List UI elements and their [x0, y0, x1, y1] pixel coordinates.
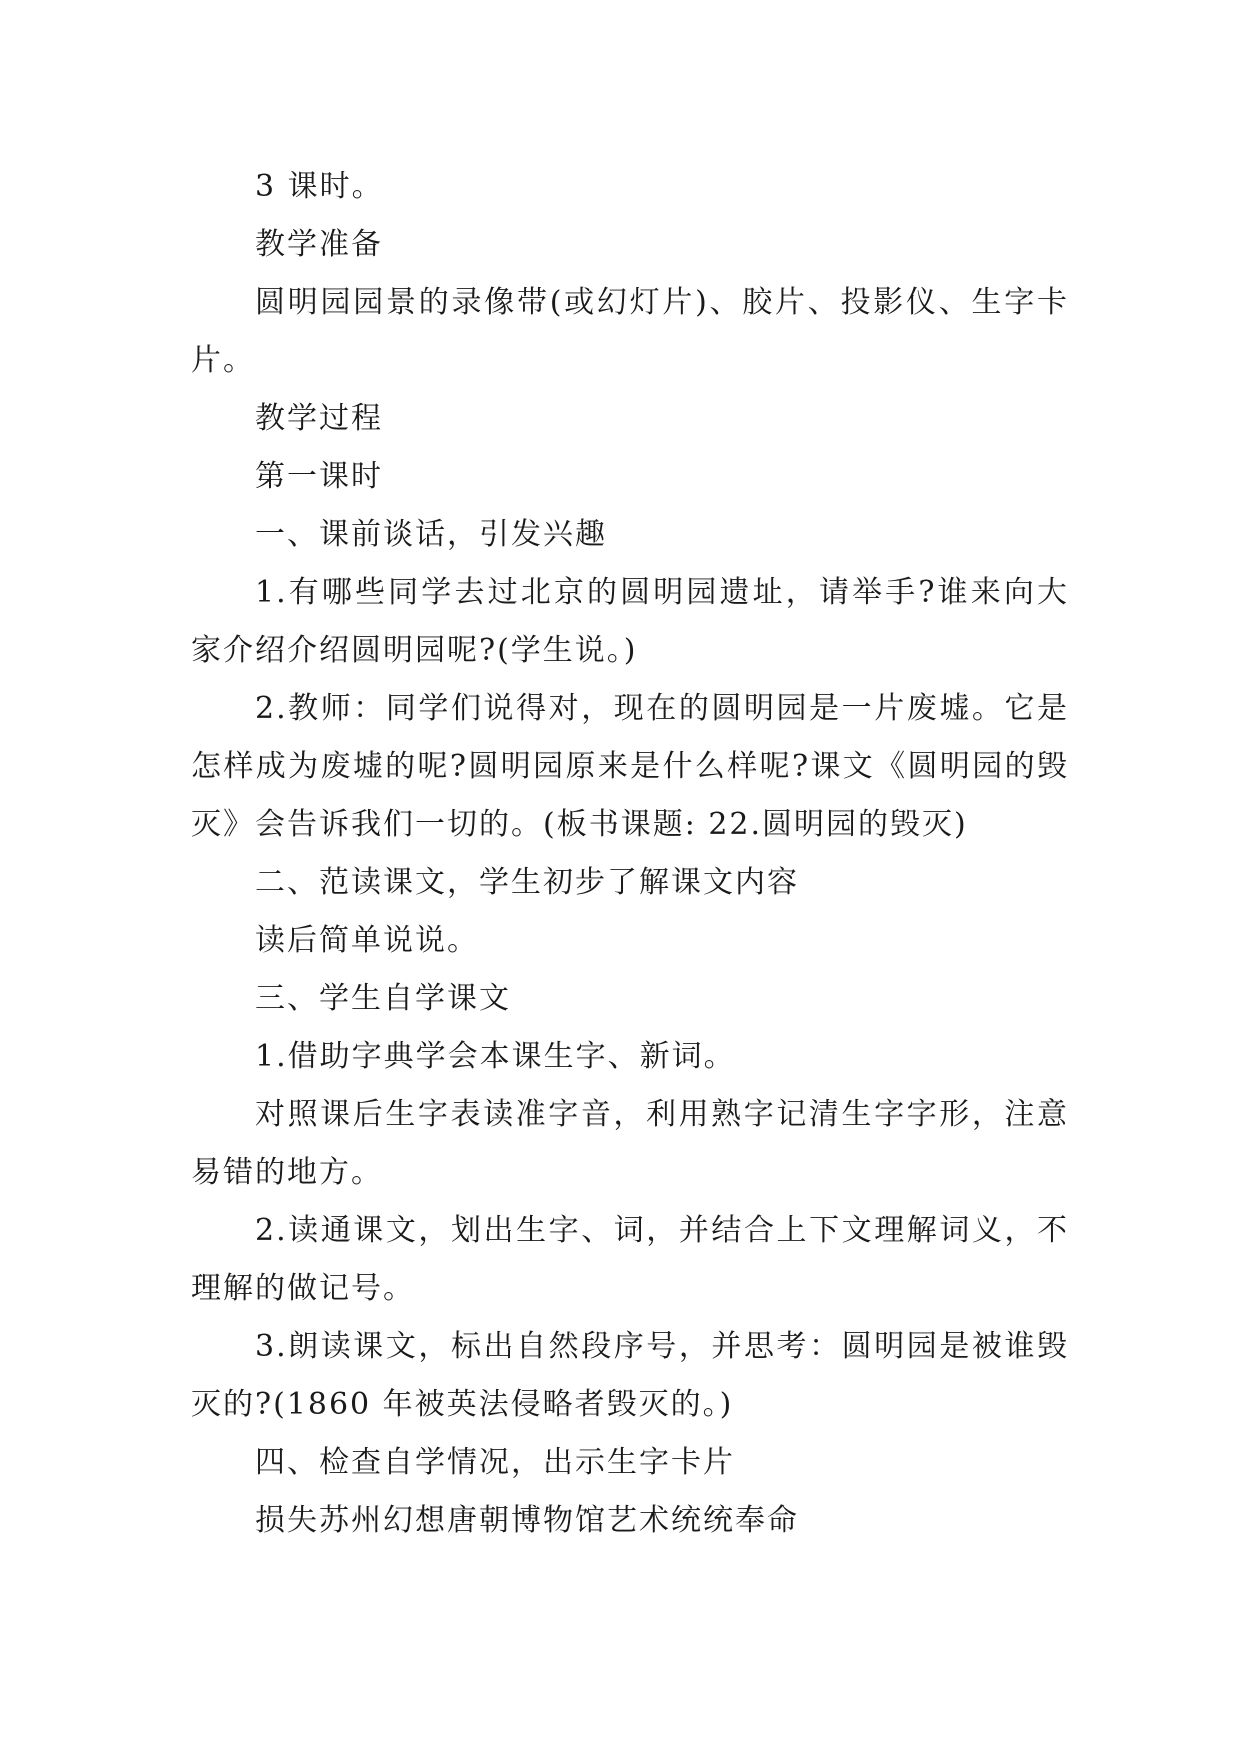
heading-first-lesson: 第一课时 — [255, 459, 383, 494]
section-heading-1: 一、课前谈话，引发兴趣 — [255, 517, 607, 552]
section-heading-3: 三、学生自学课文 — [255, 981, 511, 1016]
paragraph-after-reading: 读后简单说说。 — [255, 923, 479, 958]
paragraph-vocabulary-cards: 损失苏州幻想唐朝博物馆艺术统统奉命 — [255, 1503, 799, 1538]
section-heading-4: 四、检查自学情况，出示生字卡片 — [255, 1445, 735, 1480]
document-body — [191, 158, 1069, 1550]
paragraph-lesson-hours: 3 课时。 — [255, 169, 384, 204]
paragraph-self-study-3: 3.朗读课文，标出自然段序号，并思考：圆明园是被谁毁灭的?(1860 年被英法侵略者毁灭的。) — [191, 1329, 1069, 1422]
paragraph-self-study-detail: 对照课后生字表读准字音，利用熟字记清生字字形，注意易错的地方。 — [191, 1097, 1069, 1190]
heading-teaching-process: 教学过程 — [255, 401, 383, 436]
paragraph-item-2: 2.教师：同学们说得对，现在的圆明园是一片废墟。它是怎样成为废墟的呢?圆明园原来是什么样呢?课文《圆明园的毁灭》会告诉我们一切的。(板书课题: 22.圆明园的毁灭) — [191, 691, 1069, 842]
paragraph-self-study-2: 2.读通课文，划出生字、词，并结合上下文理解词义，不理解的做记号。 — [191, 1213, 1069, 1306]
paragraph-self-study-1: 1.借助字典学会本课生字、新词。 — [255, 1039, 736, 1074]
paragraph-materials: 圆明园园景的录像带(或幻灯片)、胶片、投影仪、生字卡片。 — [191, 285, 1069, 378]
paragraph-item-1: 1.有哪些同学去过北京的圆明园遗址，请举手?谁来向大家介绍介绍圆明园呢?(学生说。) — [191, 575, 1069, 668]
section-heading-2: 二、范读课文，学生初步了解课文内容 — [255, 865, 799, 900]
heading-teaching-preparation: 教学准备 — [255, 227, 383, 262]
